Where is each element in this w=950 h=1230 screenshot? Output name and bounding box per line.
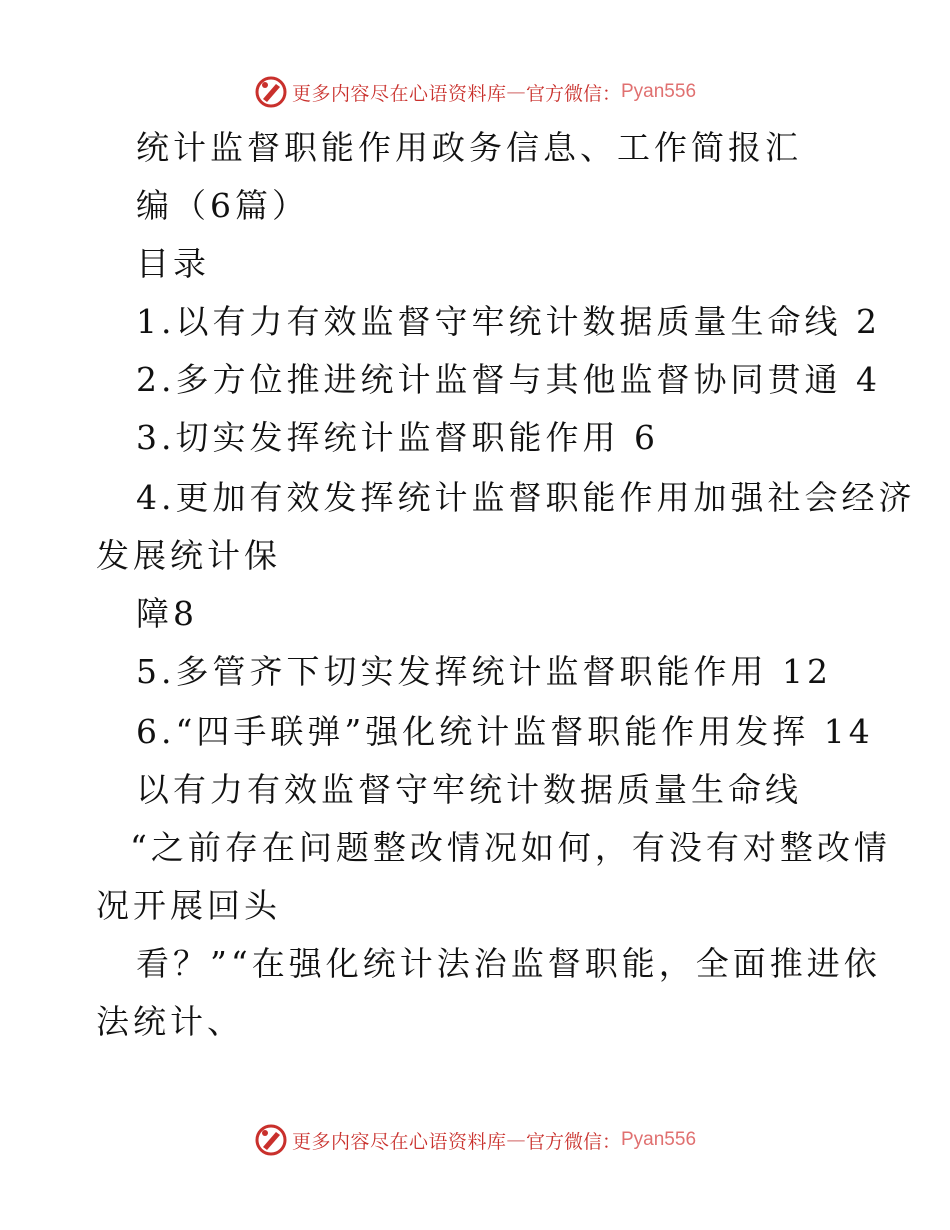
wechat-id: Pyan556 xyxy=(621,81,697,102)
toc-item-1 xyxy=(136,302,881,342)
toc-item-4-cont1: 发展统计保 xyxy=(96,536,281,575)
header-banner xyxy=(0,72,950,112)
toc-item-text: 4.更加有效发挥统计监督职能作用加强社会经济 xyxy=(136,478,916,517)
footer-banner xyxy=(0,1120,950,1160)
banner-text: 更多内容尽在心语资料库 xyxy=(291,1130,507,1153)
wechat-id: Pyan556 xyxy=(621,1129,697,1150)
toc-heading: 目录 xyxy=(136,244,210,283)
toc-item-page: 14 xyxy=(823,712,874,751)
section-title: 以有力有效监督守牢统计数据质量生命线 xyxy=(136,770,802,809)
doc-title-line2: 编（6篇） xyxy=(136,186,309,225)
banner-dash: — xyxy=(506,1129,526,1151)
wechat-label: 官方微信： xyxy=(525,1130,621,1153)
banner-dash: — xyxy=(506,81,526,103)
banner-text: 更多内容尽在心语资料库 xyxy=(291,82,507,105)
toc-item-page: 4 xyxy=(856,360,881,399)
paragraph-2-line2: 法统计、 xyxy=(96,1002,244,1041)
toc-item-page: 12 xyxy=(782,652,832,691)
toc-item-4-cont2: 障8 xyxy=(136,594,198,633)
toc-item-text: 6.“四手联弹”强化统计监督职能作用发挥 xyxy=(136,712,810,751)
wechat-label: 官方微信： xyxy=(525,82,621,105)
toc-item-text: 5.多管齐下切实发挥统计监督职能作用 xyxy=(136,652,768,691)
brand-logo-icon xyxy=(254,1123,288,1157)
paragraph-2-line1: 看？”“在强化统计法治监督职能，全面推进依 xyxy=(136,944,881,983)
toc-item-page: 6 xyxy=(634,418,659,457)
toc-item-4 xyxy=(136,478,916,518)
toc-item-6 xyxy=(136,712,874,752)
toc-item-text: 3.切实发挥统计监督职能作用 xyxy=(136,418,620,457)
toc-item-5 xyxy=(136,652,832,692)
toc-item-3 xyxy=(136,418,659,458)
doc-title-line1: 统计监督职能作用政务信息、工作简报汇 xyxy=(136,128,802,167)
toc-item-text: 2.多方位推进统计监督与其他监督协同贯通 xyxy=(136,360,842,399)
toc-item-2 xyxy=(136,360,881,400)
brand-logo-icon xyxy=(254,75,288,109)
paragraph-1-line1: “之前存在问题整改情况如何，有没有对整改情 xyxy=(130,828,891,867)
toc-item-text: 1.以有力有效监督守牢统计数据质量生命线 xyxy=(136,302,842,341)
toc-item-page: 2 xyxy=(856,302,881,341)
paragraph-1-line2: 况开展回头 xyxy=(96,886,281,925)
